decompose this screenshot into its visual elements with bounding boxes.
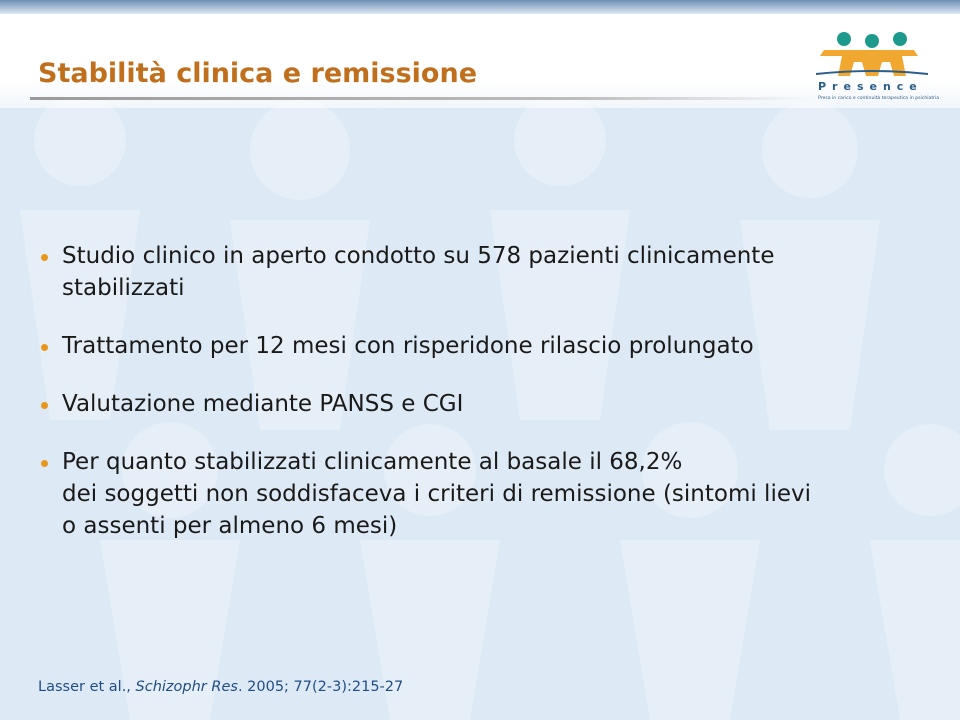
bullet-item-result [38,446,918,542]
title-underline [30,97,810,100]
bullet-text: Per quanto stabilizzati clinicamente al basale il 68,2% dei soggetti non soddisfaceva i criteri di remissione (sintomi lievi o assenti per almeno 6 mesi) [62,449,811,539]
logo-wordmark: Presence [818,80,923,93]
citation [38,679,403,695]
bullet-item-treatment [38,330,918,362]
bullet-item-evaluation [38,388,918,420]
bullet-dot-icon [41,402,48,409]
bullet-list [38,240,918,568]
bullet-dot-icon [41,460,48,467]
citation-journal: Schizophr Res [135,679,238,695]
bullet-item-study [38,240,918,304]
citation-authors: Lasser et al., [38,679,136,695]
slide-title: Stabilità clinica e remissione [38,58,478,89]
citation-details: . 2005; 77(2-3):215-27 [237,679,404,695]
people-logo-icon [814,30,930,80]
bullet-dot-icon [41,254,48,261]
bullet-dot-icon [41,344,48,351]
presence-logo [814,30,940,106]
bullet-text: Valutazione mediante PANSS e CGI [62,391,464,417]
top-gradient-bar [0,0,960,14]
bullet-text: Studio clinico in aperto condotto su 578 pazienti clinicamente stabilizzati [62,243,775,301]
logo-tagline: Presa in carico e continuità terapeutica in psichiatria [818,96,940,101]
bullet-text: Trattamento per 12 mesi con risperidone rilascio prolungato [62,333,754,359]
